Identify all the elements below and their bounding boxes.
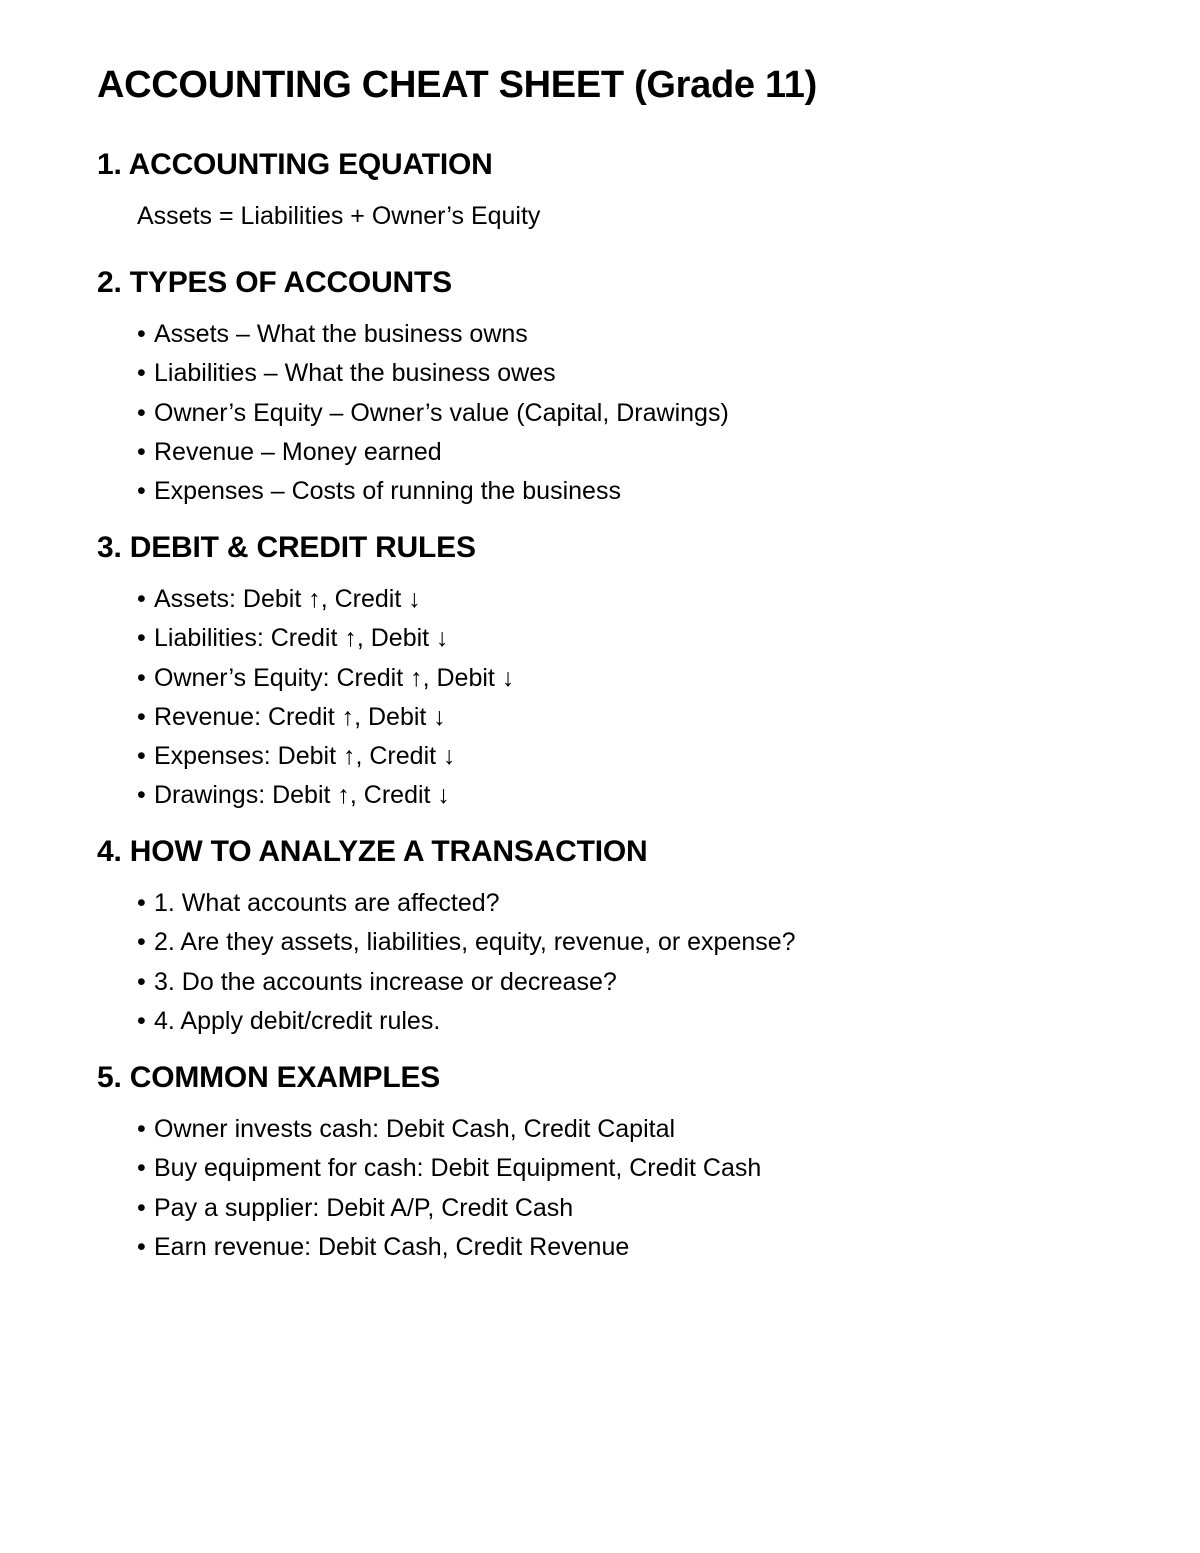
list-item <box>97 433 729 472</box>
bullet-icon: • <box>137 585 146 613</box>
equation-line: Assets = Liabilities + Owner’s Equity <box>137 202 541 230</box>
list-item-text: Owner’s Equity: Credit ↑, Debit ↓ <box>154 663 515 692</box>
list-item <box>97 1002 796 1041</box>
list-item <box>97 923 796 962</box>
section-heading: 5. COMMON EXAMPLES <box>97 1061 441 1094</box>
section-accounting-equation <box>97 145 540 236</box>
list-item <box>97 1149 761 1188</box>
section-common-examples <box>97 1058 761 1267</box>
bullet-icon: • <box>137 437 146 466</box>
list-item-text: Liabilities – What the business owes <box>154 359 556 388</box>
list-item <box>97 698 514 737</box>
list-item <box>97 1228 761 1267</box>
bullet-icon: • <box>137 1232 146 1261</box>
list-item-text: Owner invests cash: Debit Cash, Credit Capital <box>154 1115 676 1143</box>
list-item <box>97 580 514 619</box>
list-item-text: Revenue: Credit ↑, Debit ↓ <box>154 702 446 731</box>
section-heading: 1. ACCOUNTING EQUATION <box>97 148 493 181</box>
bullet-icon: • <box>137 477 146 506</box>
bullet-icon: • <box>137 624 146 653</box>
list-item-text: Assets – What the business owns <box>154 320 528 348</box>
section-heading: 2. TYPES OF ACCOUNTS <box>97 266 452 299</box>
list-item <box>97 659 514 698</box>
list-item <box>97 394 729 433</box>
bullet-icon: • <box>137 1193 146 1222</box>
list-item-text: Earn revenue: Debit Cash, Credit Revenue <box>154 1232 630 1261</box>
list-item <box>97 884 796 923</box>
bullet-icon: • <box>137 889 146 917</box>
section-types-of-accounts <box>97 263 729 511</box>
list-item <box>97 1110 761 1149</box>
bullet-icon: • <box>137 928 146 957</box>
bullet-icon: • <box>137 398 146 427</box>
list-item <box>97 315 729 354</box>
list-item-text: Liabilities: Credit ↑, Debit ↓ <box>154 624 449 653</box>
list-item-text: Owner’s Equity – Owner’s value (Capital, Drawings) <box>154 398 729 427</box>
list-item-text: Assets: Debit ↑, Credit ↓ <box>154 585 421 613</box>
list-item <box>97 737 514 776</box>
list-item <box>97 1189 761 1228</box>
list-item-text: 1. What accounts are affected? <box>154 889 500 917</box>
bullet-icon: • <box>137 320 146 348</box>
list-item <box>97 963 796 1002</box>
list-item <box>97 619 514 658</box>
bullet-icon: • <box>137 1115 146 1143</box>
list-item-text: 2. Are they assets, liabilities, equity, revenue, or expense? <box>154 928 796 957</box>
bullet-icon: • <box>137 742 146 771</box>
list-item-text: Expenses: Debit ↑, Credit ↓ <box>154 742 456 771</box>
section-heading: 4. HOW TO ANALYZE A TRANSACTION <box>97 835 648 868</box>
section-analyze-transaction <box>97 832 796 1041</box>
document-page <box>97 60 1117 1261</box>
bullet-icon: • <box>137 702 146 731</box>
section-debit-credit-rules <box>97 528 514 816</box>
list-item <box>97 472 729 511</box>
bullet-icon: • <box>137 1154 146 1183</box>
document-title: ACCOUNTING CHEAT SHEET (Grade 11) <box>97 64 817 106</box>
list-item <box>97 776 514 815</box>
bullet-icon: • <box>137 663 146 692</box>
list-item-text: Drawings: Debit ↑, Credit ↓ <box>154 781 450 810</box>
list-item-text: Revenue – Money earned <box>154 437 442 466</box>
list-item-text: 3. Do the accounts increase or decrease? <box>154 967 617 996</box>
bullet-icon: • <box>137 781 146 810</box>
list-item <box>97 354 729 393</box>
section-heading: 3. DEBIT & CREDIT RULES <box>97 531 476 564</box>
list-item-text: Buy equipment for cash: Debit Equipment, Credit Cash <box>154 1154 762 1183</box>
list-item-text: Pay a supplier: Debit A/P, Credit Cash <box>154 1193 574 1222</box>
bullet-icon: • <box>137 1006 146 1035</box>
bullet-icon: • <box>137 967 146 996</box>
list-item-text: Expenses – Costs of running the business <box>154 477 621 506</box>
list-item-text: 4. Apply debit/credit rules. <box>154 1006 441 1035</box>
bullet-icon: • <box>137 359 146 388</box>
